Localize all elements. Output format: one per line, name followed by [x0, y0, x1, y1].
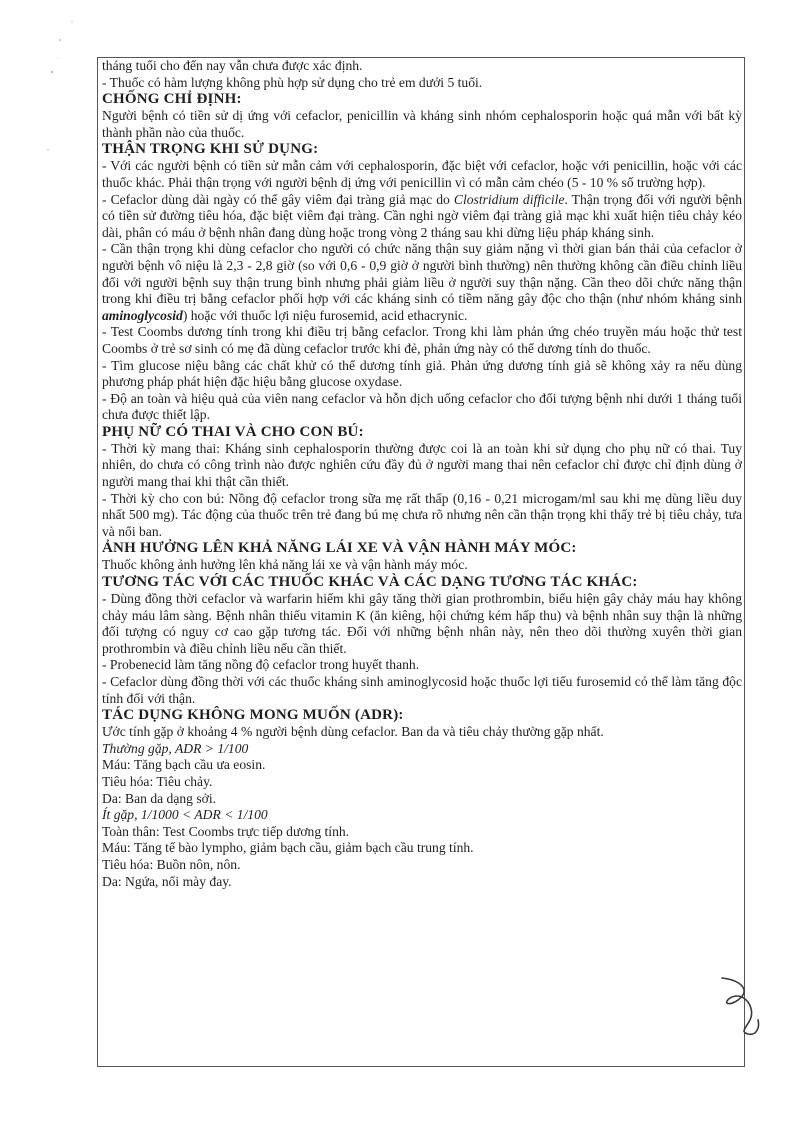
driving-text: Thuốc không ảnh hưởng lên khả năng lái xe và vận hành máy móc.	[102, 557, 468, 573]
pregnancy-paragraph-1: - Thời kỳ mang thai: Kháng sinh cephalosporin thường được coi là an toàn khi sử dụng cho phụ nữ có thai. Tuy nhiên, do chưa có công trình nào được nghiên cứu đầy đủ ở người mang thai nên cefaclor chỉ được chỉ định dùng ở người mang thai khi thật cần thiết.	[102, 440, 742, 490]
precaution-paragraph-3	[102, 241, 742, 324]
interactions-heading: TƯƠNG TÁC VỚI CÁC THUỐC KHÁC VÀ CÁC DẠNG TƯƠNG TÁC KHÁC:	[102, 574, 638, 591]
contraindications-text: Người bệnh có tiền sử dị ứng với cefaclor, penicillin và kháng sinh nhóm cephalosporin hoặc quá mẫn với bất kỳ thành phần nào của thuốc.	[102, 108, 742, 140]
adr-intro: Ước tính gặp ở khoảng 4 % người bệnh dùng cefaclor. Ban da và tiêu chảy thường gặp nhất.	[102, 724, 604, 740]
adr-common-item: Tiêu hóa: Tiêu chảy.	[102, 773, 213, 789]
pregnancy-paragraph-2: - Thời kỳ cho con bú: Nồng độ cefaclor trong sữa mẹ rất thấp (0,16 - 0,21 microgam/ml sau khi mẹ dùng liều duy nhất 500 mg). Tác động của thuốc trên trẻ đang bú mẹ chưa rõ nhưng nên cần thận trọng khi thấy trẻ bị tiêu chảy, tưa và nổi ban.	[102, 490, 742, 539]
driving-heading: ẢNH HƯỞNG LÊN KHẢ NĂNG LÁI XE VÀ VẬN HÀNH MÁY MÓC:	[102, 540, 577, 557]
drug-class-name: aminoglycosid	[102, 307, 183, 323]
adr-heading: TÁC DỤNG KHÔNG MONG MUỐN (ADR):	[102, 707, 404, 724]
precaution-2-text-b: . Thận trọng đối với người bệnh có tiền sử đường tiêu hóa, đặc biệt viêm đại tràng. Cần nghi ngờ viêm đại tràng giả mạc khi xuất hiện tiêu chảy kéo dài, phân có máu ở bệnh nhân đang dùng hoặc trong vòng 2 tháng sau khi dừng liệu pháp kháng sinh.	[102, 191, 743, 240]
adr-common-item: Da: Ban da dạng sởi.	[102, 790, 217, 806]
precaution-2-text-a: - Cefaclor dùng dài ngày có thể gây viêm đại tràng giả mạc do	[102, 191, 454, 207]
precaution-paragraph-4: - Test Coombs dương tính trong khi điều trị bằng cefaclor. Trong khi làm phản ứng chéo truyền máu hoặc thử test Coombs ở trẻ sơ sinh có mẹ đã dùng cefaclor trước khi đẻ, phản ứng này có thể dương tính do thuốc.	[102, 324, 742, 356]
adr-uncommon-label: Ít gặp, 1/1000 < ADR < 1/100	[102, 807, 268, 823]
precaution-paragraph-6: - Độ an toàn và hiệu quả của viên nang cefaclor và hỗn dịch uống cefaclor cho đối tượng bệnh nhi dưới 1 tháng tuổi chưa được thiết lập.	[102, 390, 742, 423]
handwritten-initial	[700, 968, 780, 1048]
precaution-3-text-b: ) hoặc với thuốc lợi niệu furosemid, acid ethacrynic.	[182, 307, 468, 323]
precaution-paragraph-5: - Tìm glucose niệu bằng các chất khử có thể dương tính giả. Phản ứng dương tính giả sẽ không xảy ra nếu dùng phương pháp phát hiện đặc hiệu bằng glucose oxydase.	[102, 357, 742, 390]
pregnancy-heading: PHỤ NỮ CÓ THAI VÀ CHO CON BÚ:	[102, 423, 364, 440]
interaction-paragraph-3: - Cefaclor dùng đồng thời với các thuốc kháng sinh aminoglycosid hoặc thuốc lợi tiểu furosemid có thể làm tăng độc tính đối với thận.	[102, 674, 742, 706]
adr-uncommon-item: Da: Ngứa, nổi mày đay.	[102, 873, 232, 889]
adr-common-item: Máu: Tăng bạch cầu ưa eosin.	[102, 757, 266, 773]
intro-line-1: tháng tuổi cho đến nay vẫn chưa được xác định.	[102, 58, 363, 73]
precaution-paragraph-1: - Với các người bệnh có tiền sử mẫn cảm với cephalosporin, đặc biệt với cefaclor, hoặc với penicillin, hoặc với các thuốc khác. Phải thận trọng với người bệnh dị ứng với penicillin vì có mẫn cảm chéo (5 - 10 % số trường hợp).	[102, 158, 742, 190]
adr-uncommon-item: Toàn thân: Test Coombs trực tiếp dương tính.	[102, 823, 350, 839]
adr-uncommon-item: Máu: Tăng tế bào lympho, giảm bạch cầu, giảm bạch cầu trung tính.	[102, 840, 474, 856]
precaution-paragraph-2	[102, 192, 742, 242]
interaction-paragraph-2: - Probenecid làm tăng nồng độ cefaclor trong huyết thanh.	[102, 657, 420, 673]
adr-common-label: Thường gặp, ADR > 1/100	[102, 740, 249, 756]
organism-name: Clostridium difficile	[453, 191, 565, 207]
intro-line-2: - Thuốc có hàm lượng không phù hợp sử dụng cho trẻ em dưới 5 tuổi.	[102, 74, 483, 90]
adr-uncommon-item: Tiêu hóa: Buồn nôn, nôn.	[102, 856, 241, 872]
precaution-3-text-a: - Cần thận trọng khi dùng cefaclor cho người có chức năng thận suy giảm nặng vì thời gian bán thải của cefaclor ở người bệnh vô niệu là 2,3 - 2,8 giờ (so với 0,6 - 0,9 giờ ở người bình thường) nên thường không cần điều chỉnh liều đối với người bệnh suy thận trung bình nhưng phải giảm liều ở người suy thận nặng. Cần theo dõi chức năng thận trong khi điều trị bằng cefaclor phối hợp với các kháng sinh có tiềm năng gây độc cho thận (như nhóm kháng sinh	[102, 241, 742, 307]
contraindications-heading: CHỐNG CHỈ ĐỊNH:	[102, 91, 242, 108]
interaction-paragraph-1: - Dùng đồng thời cefaclor và warfarin hiếm khi gây tăng thời gian prothrombin, biểu hiện gây chảy máu hay không chảy máu lâm sàng. Bệnh nhân thiếu vitamin K (ăn kiêng, hội chứng kém hấp thu) và bệnh nhân suy thận là những đối tượng có nguy cơ cao gặp tương tác. Đối với những bệnh nhân này, nên theo dõi thường xuyên thời gian prothrombin và điều chỉnh liều nếu cần thiết.	[102, 591, 742, 656]
document-body	[102, 58, 742, 890]
precautions-heading: THẬN TRỌNG KHI SỬ DỤNG:	[102, 141, 319, 158]
